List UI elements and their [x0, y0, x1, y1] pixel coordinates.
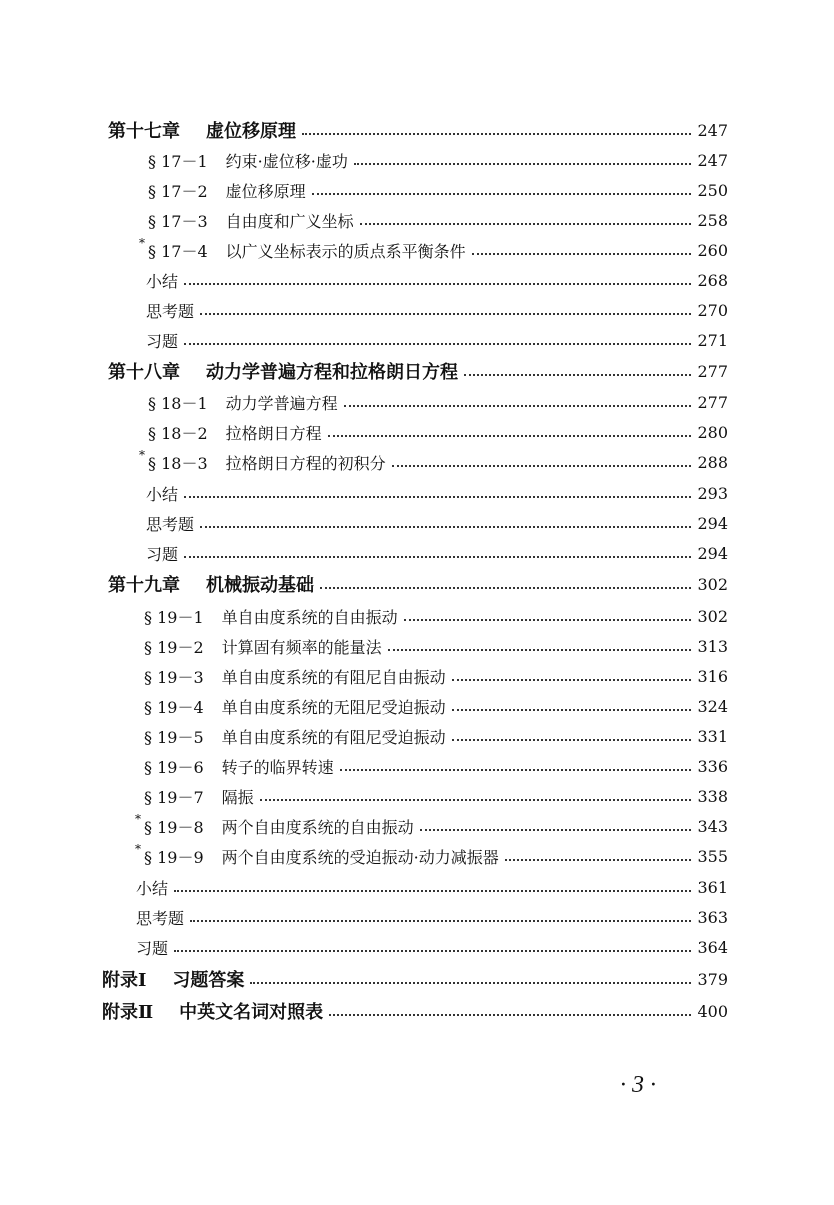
dot-leader — [190, 920, 691, 922]
entry-title: 两个自由度系统的受迫振动·动力减振器 — [221, 847, 499, 867]
toc-entry-row — [139, 448, 728, 476]
toc-entry-row — [136, 933, 728, 961]
toc-entry-row — [146, 326, 728, 354]
entry-title: 习题 — [146, 331, 179, 351]
page-ref: 316 — [697, 666, 728, 686]
page-ref: 293 — [697, 483, 728, 503]
toc-entry-row — [144, 602, 728, 630]
chapter-number: 附录Ⅱ — [102, 1002, 154, 1023]
dot-leader — [320, 587, 691, 589]
section-number: § 19－9 — [144, 847, 204, 867]
entry-title: 思考题 — [146, 514, 195, 534]
page-ref: 268 — [697, 270, 728, 290]
dot-leader — [174, 890, 691, 892]
optional-marker: * — [135, 842, 141, 856]
section-number: § 17－2 — [148, 181, 208, 201]
page-ref: 302 — [697, 606, 728, 626]
dot-leader — [392, 465, 692, 467]
entry-title: 习题 — [146, 544, 179, 564]
entry-title: 小结 — [136, 878, 169, 898]
page-ref: 338 — [697, 786, 728, 806]
dot-leader — [340, 769, 692, 771]
page-ref: 302 — [697, 574, 728, 594]
page-ref: 271 — [697, 330, 728, 350]
dot-leader — [329, 1014, 691, 1016]
page-ref: 277 — [697, 361, 728, 381]
toc-entry-row — [148, 388, 728, 416]
optional-marker: * — [135, 812, 141, 826]
toc-chapter-row — [102, 965, 728, 993]
dot-leader — [472, 253, 692, 255]
entry-title: 动力学普遍方程 — [225, 393, 338, 413]
entry-title: 单自由度系统的有阻尼受迫振动 — [221, 727, 446, 747]
toc-entry-row — [146, 539, 728, 567]
page-ref: 364 — [697, 937, 728, 957]
entry-title: 习题答案 — [172, 970, 245, 991]
optional-marker: * — [139, 236, 145, 250]
entry-title: 思考题 — [136, 908, 185, 928]
entry-title: 隔振 — [221, 787, 254, 807]
dot-leader — [344, 405, 692, 407]
section-number: § 19－5 — [144, 727, 204, 747]
dot-leader — [312, 193, 692, 195]
entry-title: 机械振动基础 — [206, 575, 314, 596]
dot-leader — [184, 496, 691, 498]
page-number: · 3 · — [620, 1072, 656, 1098]
page-ref: 336 — [697, 756, 728, 776]
entry-title: 动力学普遍方程和拉格朗日方程 — [206, 362, 458, 383]
toc-chapter-row — [108, 116, 728, 144]
entry-title: 转子的临界转速 — [221, 757, 334, 777]
dot-leader — [505, 859, 692, 861]
entry-title: 自由度和广义坐标 — [225, 211, 354, 231]
page-ref: 379 — [697, 969, 728, 989]
section-number: § 19－2 — [144, 637, 204, 657]
chapter-number: 第十七章 — [108, 121, 180, 142]
section-number: § 17－1 — [148, 151, 208, 171]
dot-leader — [200, 313, 691, 315]
dot-leader — [388, 649, 692, 651]
toc-entry-row — [148, 418, 728, 446]
toc-entry-row — [146, 266, 728, 294]
toc-chapter-row — [108, 357, 728, 385]
section-number: § 19－8 — [144, 817, 204, 837]
toc-entry-row — [144, 692, 728, 720]
page-ref: 343 — [697, 816, 728, 836]
section-number: § 19－6 — [144, 757, 204, 777]
entry-title: 单自由度系统的自由振动 — [221, 607, 398, 627]
toc-entry-row — [144, 632, 728, 660]
toc-entry-row — [144, 722, 728, 750]
dot-leader — [184, 556, 691, 558]
section-number: § 17－3 — [148, 211, 208, 231]
page-ref: 363 — [697, 907, 728, 927]
section-number: § 18－1 — [148, 393, 208, 413]
page-ref: 294 — [697, 543, 728, 563]
entry-title: 小结 — [146, 271, 179, 291]
page-ref: 258 — [697, 210, 728, 230]
chapter-number: 第十八章 — [108, 362, 180, 383]
dot-leader — [354, 163, 692, 165]
chapter-number: 附录Ⅰ — [102, 970, 147, 991]
toc-entry-row — [136, 903, 728, 931]
section-number: § 19－7 — [144, 787, 204, 807]
dot-leader — [184, 343, 691, 345]
entry-title: 以广义坐标表示的质点系平衡条件 — [225, 241, 466, 261]
dot-leader — [452, 739, 692, 741]
entry-title: 拉格朗日方程的初积分 — [225, 453, 386, 473]
dot-leader — [420, 829, 692, 831]
dot-leader — [184, 283, 691, 285]
dot-leader — [404, 619, 692, 621]
page-ref: 270 — [697, 300, 728, 320]
toc-entry-row — [144, 752, 728, 780]
dot-leader — [452, 709, 692, 711]
dot-leader — [302, 133, 691, 135]
section-number: § 18－3 — [148, 453, 208, 473]
section-number: § 18－2 — [148, 423, 208, 443]
toc-entry-row — [146, 509, 728, 537]
dot-leader — [250, 982, 691, 984]
toc-entry-row — [135, 842, 728, 870]
toc-entry-row — [136, 873, 728, 901]
entry-title: 思考题 — [146, 301, 195, 321]
page-ref: 294 — [697, 513, 728, 533]
page-ref: 355 — [697, 846, 728, 866]
page-ref: 361 — [697, 877, 728, 897]
entry-title: 习题 — [136, 938, 169, 958]
dot-leader — [328, 435, 692, 437]
dot-leader — [452, 679, 692, 681]
page-ref: 247 — [697, 150, 728, 170]
toc-entry-row — [148, 146, 728, 174]
toc-entry-row — [148, 176, 728, 204]
toc-entry-row — [146, 479, 728, 507]
entry-title: 拉格朗日方程 — [225, 423, 322, 443]
page-ref: 288 — [697, 452, 728, 472]
entry-title: 虚位移原理 — [206, 121, 296, 142]
toc-entry-row — [148, 206, 728, 234]
page-ref: 247 — [697, 120, 728, 140]
entry-title: 约束·虚位移·虚功 — [225, 151, 348, 171]
section-number: § 19－4 — [144, 697, 204, 717]
dot-leader — [174, 950, 691, 952]
page-ref: 280 — [697, 422, 728, 442]
dot-leader — [200, 526, 691, 528]
page-ref: 324 — [697, 696, 728, 716]
page-ref: 260 — [697, 240, 728, 260]
entry-title: 两个自由度系统的自由振动 — [221, 817, 414, 837]
page-ref: 400 — [697, 1001, 728, 1021]
optional-marker: * — [139, 448, 145, 462]
entry-title: 小结 — [146, 484, 179, 504]
section-number: § 19－3 — [144, 667, 204, 687]
entry-title: 虚位移原理 — [225, 181, 306, 201]
toc-entry-row — [139, 236, 728, 264]
toc-chapter-row — [102, 997, 728, 1025]
toc-entry-row — [144, 662, 728, 690]
entry-title: 中英文名词对照表 — [179, 1002, 324, 1023]
dot-leader — [260, 799, 692, 801]
toc-entry-row — [146, 296, 728, 324]
section-number: § 17－4 — [148, 241, 208, 261]
page-ref: 331 — [697, 726, 728, 746]
entry-title: 单自由度系统的有阻尼自由振动 — [221, 667, 446, 687]
page-ref: 313 — [697, 636, 728, 656]
toc-entry-row — [135, 812, 728, 840]
toc-chapter-row — [108, 570, 728, 598]
entry-title: 单自由度系统的无阻尼受迫振动 — [221, 697, 446, 717]
page-ref: 277 — [697, 392, 728, 412]
entry-title: 计算固有频率的能量法 — [221, 637, 382, 657]
page-ref: 250 — [697, 180, 728, 200]
chapter-number: 第十九章 — [108, 575, 180, 596]
dot-leader — [360, 223, 692, 225]
section-number: § 19－1 — [144, 607, 204, 627]
toc-entry-row — [144, 782, 728, 810]
dot-leader — [464, 374, 691, 376]
